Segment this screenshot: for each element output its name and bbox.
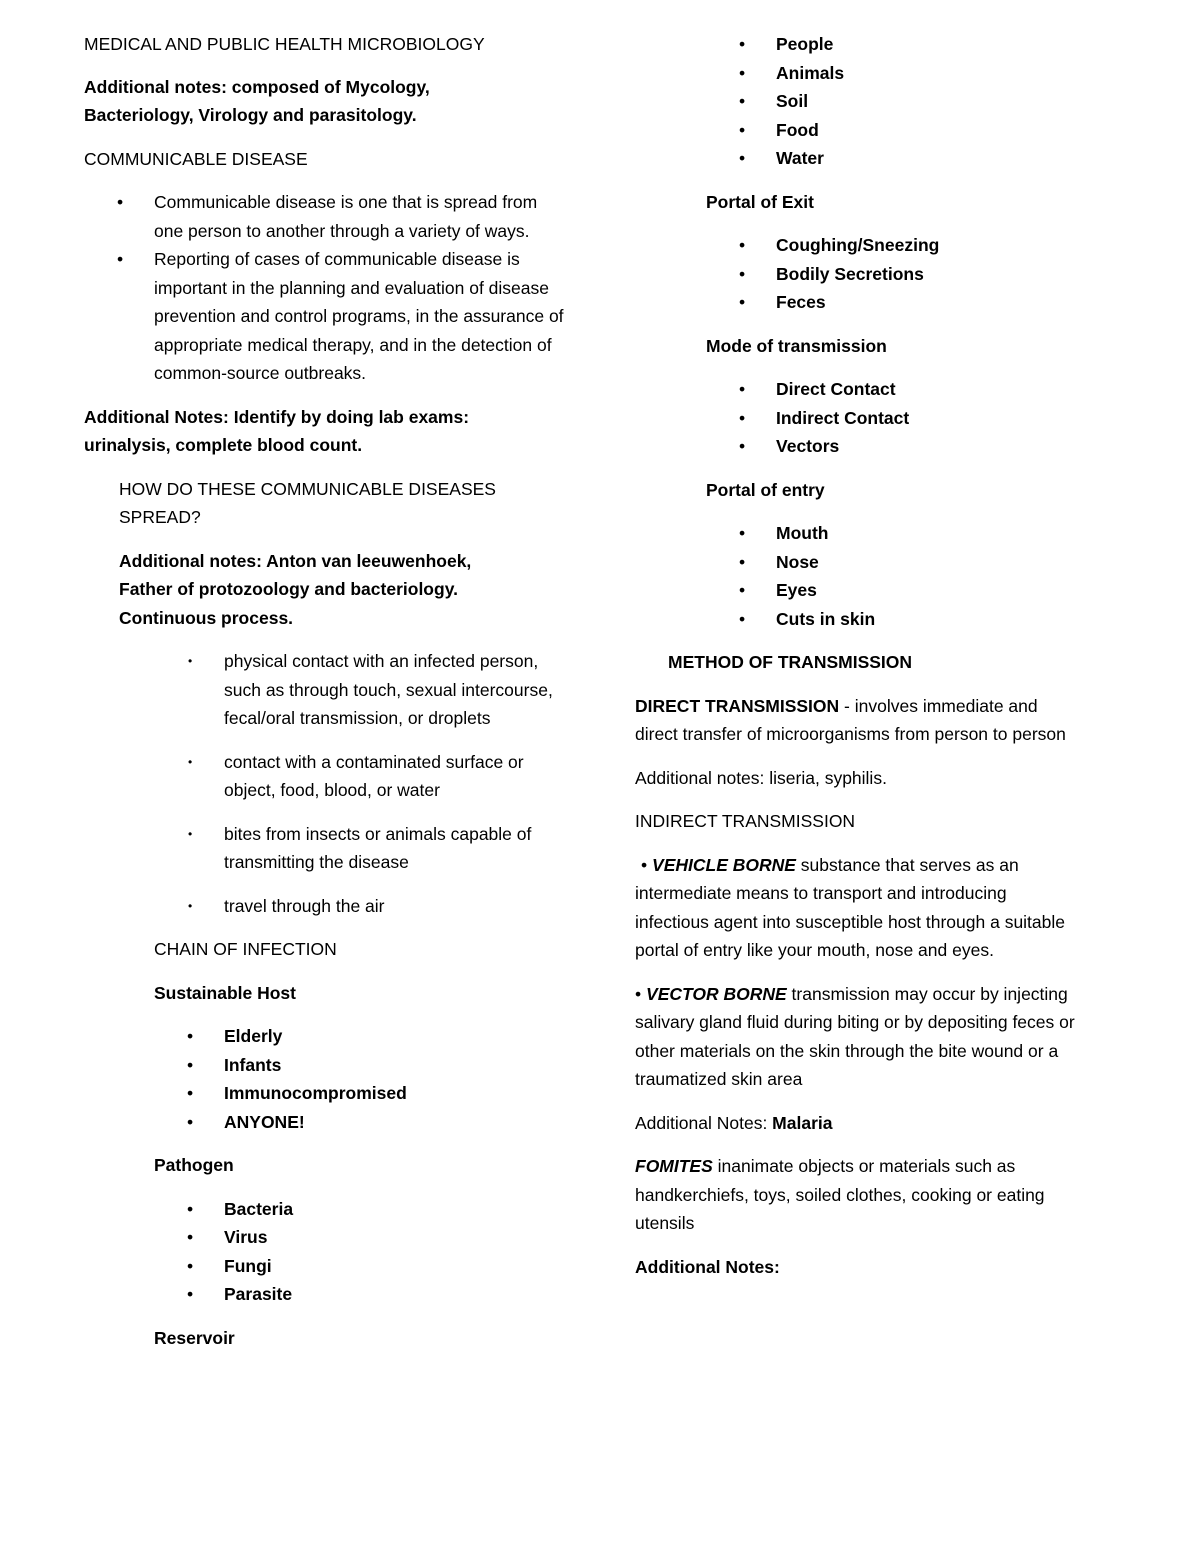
list-item: • Feces	[776, 288, 1135, 317]
spread-methods-list	[224, 647, 569, 920]
list-item: • Nose	[776, 548, 1135, 577]
portal-of-exit-heading: Portal of Exit	[706, 191, 814, 212]
communicable-disease-heading: COMMUNICABLE DISEASE	[84, 148, 308, 169]
additional-note-malaria	[635, 1109, 1135, 1138]
vector-borne-label: VECTOR BORNE	[646, 983, 787, 1004]
malaria-value: Malaria	[772, 1112, 833, 1133]
sustainable-host-list	[224, 1022, 584, 1136]
spread-heading: HOW DO THESE COMMUNICABLE DISEASES SPREAD?	[119, 478, 496, 527]
sustainable-host-heading: Sustainable Host	[154, 982, 296, 1003]
direct-transmission-text: - involves immediate and direct transfer of microorganisms from person to person	[635, 695, 1066, 744]
list-item: • Elderly	[224, 1022, 584, 1051]
list-item: • Mouth	[776, 519, 1135, 548]
vehicle-borne-label: VEHICLE BORNE	[652, 854, 796, 875]
list-item: • People	[776, 30, 1135, 59]
reservoir-list	[776, 30, 1135, 173]
communicable-disease-list	[154, 188, 564, 388]
list-item: • Infants	[224, 1051, 584, 1080]
list-item: • Communicable disease is one that is spread from one person to another through a variety of ways.	[154, 188, 564, 245]
additional-note-final: Additional Notes:	[635, 1256, 780, 1277]
list-item: • Indirect Contact	[776, 404, 1135, 433]
list-item: • Virus	[224, 1223, 584, 1252]
mode-of-transmission-list	[776, 375, 1135, 461]
list-item: • Direct Contact	[776, 375, 1135, 404]
fomites-paragraph	[635, 1152, 1085, 1238]
list-item: • Food	[776, 116, 1135, 145]
mode-of-transmission-heading: Mode of transmission	[706, 335, 887, 356]
list-item: • Bodily Secretions	[776, 260, 1135, 289]
list-item: • Fungi	[224, 1252, 584, 1281]
vehicle-borne-text: substance that serves as an intermediate means to transport and introducing infectious agent into susceptible host through a suitable portal of entry like your mouth, nose and eyes.	[635, 854, 1066, 960]
direct-transmission-label: DIRECT TRANSMISSION	[635, 695, 840, 716]
list-item: • Reporting of cases of communicable disease is important in the planning and evaluation of disease prevention and control programs, in the assurance of appropriate medical therapy, and in the detection of common-source outbreaks.	[154, 245, 564, 388]
list-item: • Animals	[776, 59, 1135, 88]
bullet-icon: •	[635, 983, 642, 1004]
left-column	[84, 30, 584, 1367]
list-item: • Water	[776, 144, 1135, 173]
list-item: • bites from insects or animals capable of transmitting the disease	[224, 820, 569, 877]
list-item: • physical contact with an infected person, such as through touch, sexual intercourse, fecal/oral transmission, or droplets	[224, 647, 569, 733]
list-item: • Cuts in skin	[776, 605, 1135, 634]
right-column	[635, 30, 1135, 1296]
additional-note-leeuwenhoek: Additional notes: Anton van leeuwenhoek, Father of protozoology and bacteriology. Continuous process.	[119, 550, 472, 628]
indirect-transmission-heading: INDIRECT TRANSMISSION	[635, 811, 856, 831]
bullet-icon: •	[641, 854, 648, 875]
pathogen-heading: Pathogen	[154, 1155, 234, 1175]
list-item: • travel through the air	[224, 892, 569, 921]
list-item: • Coughing/Sneezing	[776, 231, 1135, 260]
document-title: MEDICAL AND PUBLIC HEALTH MICROBIOLOGY	[84, 34, 485, 54]
pathogen-list	[224, 1195, 584, 1309]
list-item: • Eyes	[776, 576, 1135, 605]
portal-of-entry-heading: Portal of entry	[706, 479, 825, 500]
method-of-transmission-heading: METHOD OF TRANSMISSION	[668, 652, 913, 672]
additional-note-composition: Additional notes: composed of Mycology, Bacteriology, Virology and parasitology.	[84, 76, 430, 125]
reservoir-heading: Reservoir	[154, 1327, 235, 1348]
additional-note-direct: Additional notes: liseria, syphilis.	[635, 767, 887, 788]
fomites-label: FOMITES	[635, 1156, 713, 1176]
additional-note-lab-exams: Additional Notes: Identify by doing lab exams: urinalysis, complete blood count.	[84, 406, 470, 455]
list-item: • Vectors	[776, 432, 1135, 461]
fomites-text: inanimate objects or materials such as handkerchiefs, toys, soiled clothes, cooking or eating utensils	[635, 1156, 1045, 1233]
list-item: • Soil	[776, 87, 1135, 116]
list-item: • Immunocompromised	[224, 1079, 584, 1108]
additional-note-prefix: Additional Notes:	[635, 1112, 773, 1133]
list-item: • ANYONE!	[224, 1108, 584, 1137]
vector-borne-text: transmission may occur by injecting salivary gland fluid during biting or by depositing feces or other materials on the skin through the bite wound or a traumatized skin area	[635, 983, 1075, 1089]
portal-of-entry-list	[776, 519, 1135, 633]
portal-of-exit-list	[776, 231, 1135, 317]
list-item: • Parasite	[224, 1280, 584, 1309]
vehicle-borne-paragraph	[635, 851, 1080, 965]
list-item: • Bacteria	[224, 1195, 584, 1224]
direct-transmission-paragraph	[635, 692, 1080, 749]
chain-of-infection-heading: CHAIN OF INFECTION	[154, 939, 337, 959]
vector-borne-paragraph	[635, 980, 1115, 1094]
list-item: • contact with a contaminated surface or object, food, blood, or water	[224, 748, 569, 805]
